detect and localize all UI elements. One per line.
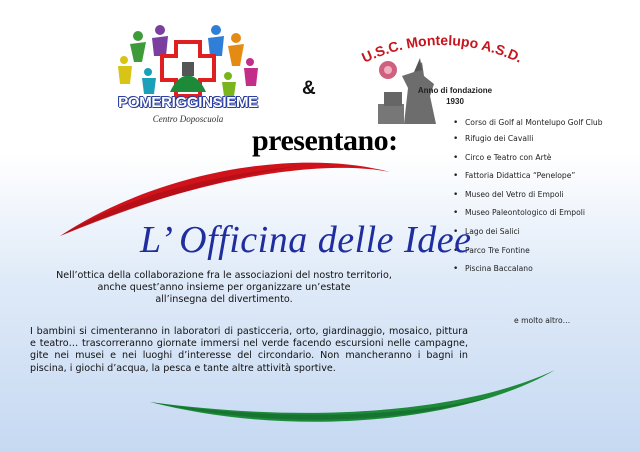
usc-logo-name: U.S.C. Montelupo A.S.D.: [359, 31, 525, 66]
list-item: • Lago dei Salici: [453, 227, 625, 237]
intro-paragraph: [44, 270, 404, 306]
pomeriggi-logo-name: POMERIGGINSIEME: [118, 94, 258, 111]
list-item: • Rifugio dei Cavalli: [453, 134, 625, 144]
list-item: • Corso di Golf al Montelupo Golf Club: [453, 118, 625, 128]
green-swoosh-tail: [150, 395, 500, 420]
usc-founded-year: 1930: [446, 97, 464, 106]
description-paragraph: I bambini si cimenteranno in laboratori di pasticceria, orto, giardinaggio, mosaico, pittura e teatro… trascorreranno giornate immersi nel verde facendo escursioni nelle campagne, gite nei musei e nei luoghi d’interesse del circondario. Non mancheranno i bagni in piscina, i giochi d’acqua, la pesca e tante altre attività sportive.: [30, 326, 468, 374]
usc-montelupo-logo: [352, 28, 532, 128]
usc-founded-label: Anno di fondazione: [417, 86, 493, 95]
list-item: • Museo del Vetro di Empoli: [453, 190, 625, 200]
more-activities-note: e molto altro…: [514, 316, 571, 325]
list-item: • Circo e Teatro con Artè: [453, 153, 625, 163]
list-item: • Museo Paleontologico di Empoli: [453, 208, 625, 218]
intro-line: all’insegna del divertimento.: [155, 294, 293, 305]
activities-list: [453, 118, 625, 283]
page-title: L’ Officina delle Idee: [140, 219, 472, 261]
pomeriggi-logo-subtitle: Centro Doposcuola: [152, 114, 224, 124]
intro-line: anche quest’anno insieme per organizzare un’estate: [97, 282, 351, 293]
presentano-heading: presentano:: [252, 124, 398, 157]
list-item: • Fattoria Didattica “Penelope”: [453, 171, 625, 181]
intro-line: Nell’ottica della collaborazione fra le associazioni del nostro territorio,: [56, 270, 392, 281]
children-cross-logo-icon: [108, 22, 268, 102]
ampersand: &: [302, 78, 316, 99]
list-item: • Parco Tre Fontine: [453, 246, 625, 256]
pomeriggi-insieme-logo: [108, 22, 268, 130]
list-item: • Piscina Baccalano: [453, 264, 625, 274]
